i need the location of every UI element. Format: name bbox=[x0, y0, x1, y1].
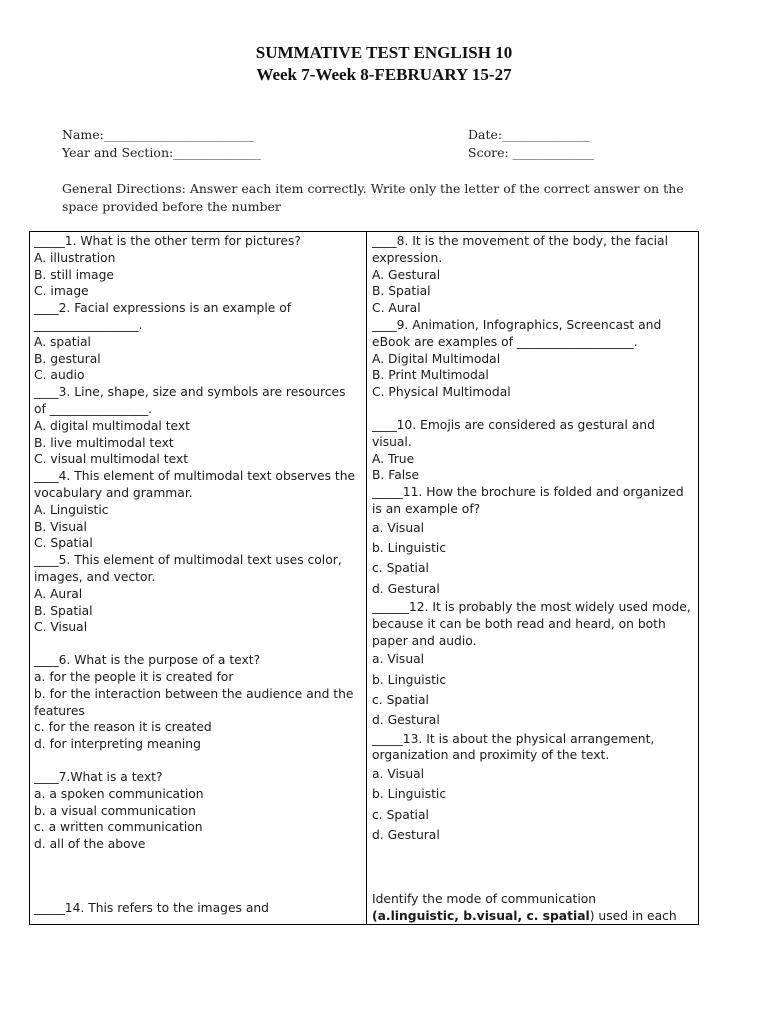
left-column bbox=[34, 233, 360, 853]
option: b. a visual communication bbox=[34, 803, 196, 818]
option: b. Linguistic bbox=[372, 787, 447, 802]
question-item bbox=[34, 468, 360, 552]
option: c. Spatial bbox=[372, 807, 429, 822]
general-directions: General Directions: Answer each item correctly. Write only the letter of the correct answer on the space provided before the number bbox=[62, 181, 684, 214]
option: B. live multimodal text bbox=[34, 435, 174, 450]
option: a. a spoken communication bbox=[34, 786, 204, 801]
question-item bbox=[34, 652, 360, 753]
option: d. Gestural bbox=[372, 581, 440, 596]
right-column bbox=[372, 233, 694, 845]
question-item bbox=[34, 300, 360, 384]
option: A. True bbox=[372, 451, 415, 466]
score-field: Score: _____________ bbox=[468, 145, 594, 160]
question-text: _____13. It is about the physical arrangement, organization and proximity of the text. bbox=[372, 731, 655, 763]
question-text: ______12. It is probably the most widely used mode, because it can be both read and heard, on both paper and audio. bbox=[372, 599, 691, 648]
instruction-line bbox=[372, 908, 694, 925]
option: C. Aural bbox=[372, 301, 421, 316]
option: a. Visual bbox=[372, 520, 425, 535]
question-item bbox=[372, 599, 694, 731]
option: C. image bbox=[34, 284, 89, 299]
question-item bbox=[372, 233, 694, 317]
page-subtitle: Week 7-Week 8-FEBRUARY 15-27 bbox=[256, 65, 512, 84]
option: d. Gestural bbox=[372, 713, 440, 728]
question-item bbox=[34, 384, 360, 468]
option: c. a written communication bbox=[34, 820, 203, 835]
option: C. audio bbox=[34, 368, 85, 383]
option: A. Gestural bbox=[372, 267, 441, 282]
question-text: _____11. How the brochure is folded and organized is an example of? bbox=[372, 485, 684, 516]
option: B. gestural bbox=[34, 351, 101, 366]
mode-identification-instructions bbox=[372, 891, 694, 925]
question-text: ____2. Facial expressions is an example of _________________. bbox=[34, 301, 292, 332]
option: B. Spatial bbox=[372, 284, 431, 299]
option: b. for the interaction between the audience and the features bbox=[34, 686, 354, 718]
page-title: SUMMATIVE TEST ENGLISH 10 bbox=[255, 43, 513, 62]
option: c. Spatial bbox=[372, 692, 429, 707]
question-text: ____10. Emojis are considered as gestural and visual. bbox=[372, 417, 655, 449]
option: B. still image bbox=[34, 267, 114, 282]
option: B. False bbox=[372, 468, 420, 483]
option: C. Spatial bbox=[34, 536, 93, 551]
option: A. Digital Multimodal bbox=[372, 351, 501, 366]
option: A. illustration bbox=[34, 250, 116, 265]
question-text: _____1. What is the other term for pictures? bbox=[34, 234, 301, 248]
option: a. Visual bbox=[372, 652, 425, 667]
option: B. Visual bbox=[34, 519, 87, 534]
question-item bbox=[34, 233, 360, 300]
date-field: Date:______________ bbox=[468, 127, 590, 142]
question-14-text: _____14. This refers to the images and bbox=[34, 901, 269, 915]
option: B. Print Multimodal bbox=[372, 368, 489, 383]
option: A. Linguistic bbox=[34, 502, 109, 517]
option: d. Gestural bbox=[372, 828, 440, 842]
year-section-field: Year and Section:______________ bbox=[62, 145, 261, 160]
option: d. for interpreting meaning bbox=[34, 737, 201, 752]
option: b. Linguistic bbox=[372, 541, 447, 556]
option: A. Aural bbox=[34, 586, 83, 601]
question-item bbox=[372, 417, 694, 484]
option: C. visual multimodal text bbox=[34, 452, 189, 467]
question-item bbox=[372, 731, 694, 846]
question-item bbox=[372, 317, 694, 401]
option: B. Spatial bbox=[34, 603, 93, 618]
option: C. Visual bbox=[34, 620, 88, 635]
question-item bbox=[34, 552, 360, 636]
option: a. Visual bbox=[372, 767, 425, 782]
option: c. for the reason it is created bbox=[34, 720, 212, 735]
instruction-line: Identify the mode of communication bbox=[372, 892, 597, 906]
option: b. Linguistic bbox=[372, 672, 447, 687]
mode-choices: (a.linguistic, b.visual, c. spatial bbox=[372, 909, 590, 923]
question-text: ____7.What is a text? bbox=[34, 769, 163, 784]
instruction-rest: ) used in each bbox=[589, 909, 677, 923]
question-text: ____5. This element of multimodal text uses color, images, and vector. bbox=[34, 553, 342, 584]
question-item bbox=[34, 769, 360, 853]
question-text: ____6. What is the purpose of a text? bbox=[34, 653, 261, 668]
option: A. spatial bbox=[34, 334, 91, 349]
option: c. Spatial bbox=[372, 561, 429, 576]
name-field: Name:________________________ bbox=[62, 127, 254, 142]
option: a. for the people it is created for bbox=[34, 669, 234, 684]
option: d. all of the above bbox=[34, 837, 146, 852]
question-item bbox=[372, 484, 694, 599]
option: C. Physical Multimodal bbox=[372, 385, 511, 400]
option: A. digital multimodal text bbox=[34, 418, 191, 433]
question-text: ____9. Animation, Infographics, Screencast and eBook are examples of ___________________. bbox=[372, 317, 662, 349]
question-text: ____8. It is the movement of the body, the facial expression. bbox=[372, 234, 668, 265]
question-text: ____4. This element of multimodal text observes the vocabulary and grammar. bbox=[34, 469, 356, 500]
column-divider bbox=[366, 231, 367, 925]
question-text: ____3. Line, shape, size and symbols are resources of ________________. bbox=[34, 385, 346, 416]
